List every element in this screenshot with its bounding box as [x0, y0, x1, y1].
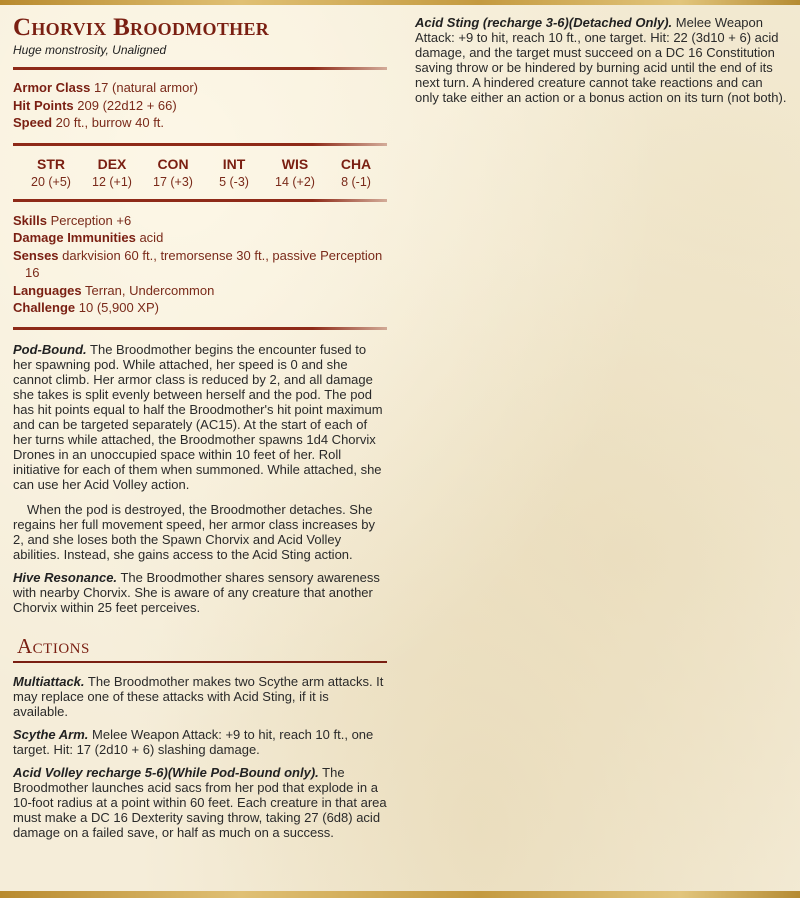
speed-value: 20 ft., burrow 40 ft.: [55, 115, 165, 130]
challenge-value: 10 (5,900 XP): [78, 300, 159, 315]
senses-line: [13, 247, 387, 282]
challenge-label: Challenge: [13, 300, 76, 315]
action-acid-volley: [13, 765, 387, 840]
divider: [13, 199, 387, 202]
divider: [13, 327, 387, 330]
ability-con: [147, 155, 199, 191]
skills-value: Perception +6: [50, 212, 132, 228]
languages-label: Languages: [13, 282, 82, 298]
page-border-bottom: [0, 891, 800, 898]
action-text: Melee Weapon Attack: +9 to hit, reach 10 ft., one target. Hit: 22 (3d10 + 6) acid damage, and the target must succeed on a DC 16 Constitution saving throw or be hindered by burning acid until the end of its next turn. A hindered creature cannot take reactions and can only take either an action or a bonus action on its turn (not both).: [415, 15, 787, 105]
action-name: Acid Volley recharge 5-6)(While Pod-Bound only).: [13, 764, 319, 780]
skills-line: [13, 212, 387, 230]
action-text: Melee Weapon Attack: +9 to hit, reach 10 ft., one target. Hit: 17 (2d10 + 6) slashing damage.: [13, 726, 374, 757]
divider: [13, 143, 387, 146]
ability-dex: [86, 155, 138, 191]
skills-label: Skills: [13, 212, 47, 228]
ability-int: [208, 155, 260, 191]
ability-name: CHA: [340, 155, 372, 172]
divider: [13, 67, 387, 70]
ability-name: WIS: [281, 155, 309, 172]
ability-name: STR: [37, 155, 65, 172]
armor-class-value: 17 (natural armor): [93, 80, 198, 95]
speed-label: Speed: [13, 115, 53, 130]
hit-points-value: 209 (22d12 + 66): [77, 97, 177, 113]
monster-name: Chorvix Broodmother: [13, 14, 270, 41]
trait-text: The Broodmother shares sensory awareness with nearby Chorvix. She is aware of any creature that another Chorvix within 25 feet perceives.: [13, 569, 380, 615]
ability-value: 8 (-1): [341, 174, 371, 189]
ability-name: CON: [157, 155, 189, 172]
ability-value: 20 (+5): [31, 174, 71, 189]
damage-immunities-line: [13, 229, 387, 247]
action-scythe-arm: [13, 727, 387, 757]
trait-name: Pod-Bound.: [13, 341, 87, 357]
armor-class-label: Armor Class: [13, 80, 91, 95]
hit-points-label: Hit Points: [13, 97, 74, 113]
damage-immunities-label: Damage Immunities: [13, 230, 136, 245]
stat-block-right-column: [415, 15, 787, 113]
speed-line: [13, 114, 387, 132]
action-acid-sting: [415, 15, 787, 105]
trait-name: Hive Resonance.: [13, 569, 118, 585]
action-text: The Broodmother makes two Scythe arm attacks. It may replace one of these attacks with Acid Sting, if it is available.: [13, 673, 384, 719]
stat-block-left-column: [13, 14, 387, 848]
ability-value: 5 (-3): [219, 174, 249, 189]
action-name: Multiattack.: [13, 673, 85, 689]
trait-hive-resonance: [13, 570, 387, 615]
senses-value: darkvision 60 ft., tremorsense 30 ft., passive Perception 16: [25, 247, 383, 280]
languages-line: [13, 282, 387, 300]
trait-text: The Broodmother begins the encounter fused to her spawning pod. While attached, her speed is 0 and she cannot climb. Her armor class is reduced by 2, and all damage she takes is split evenly between herself and the pod. The pod has hit points equal to half the Broodmother's hit point maximum and can be targeted separately (AC15). At the start of each of her turns while attached, the Broodmother spawns 1d4 Chorvix Drones in an unoccupied space within 10 feet of her. Roll initiative for each of them when summoned. While attached, she can use her Acid Volley action.: [13, 341, 383, 492]
page-border-top: [0, 0, 800, 5]
ability-value: 17 (+3): [153, 174, 193, 189]
hit-points-line: [13, 97, 387, 115]
actions-rule: [13, 661, 387, 663]
senses-label: Senses: [13, 247, 59, 263]
challenge-line: [13, 299, 387, 317]
action-name: Scythe Arm.: [13, 726, 89, 742]
actions-heading: Actions: [17, 633, 90, 658]
ability-name: DEX: [97, 155, 127, 172]
ability-scores: [13, 155, 387, 191]
ability-str: [25, 155, 77, 191]
ability-name: INT: [222, 155, 246, 172]
ability-cha: [330, 155, 382, 191]
ability-value: 14 (+2): [275, 174, 315, 189]
trait-pod-bound: [13, 342, 387, 492]
ability-value: 12 (+1): [92, 174, 132, 189]
action-name: Acid Sting (recharge 3-6)(Detached Only).: [415, 15, 673, 30]
damage-immunities-value: acid: [139, 230, 164, 245]
trait-pod-destroyed: When the pod is destroyed, the Broodmother detaches. She regains her full movement speed, her armor class increases by 2, and she loses both the Spawn Chorvix and Acid Volley abilities. Instead, she gains access to the Acid Sting action.: [13, 501, 375, 562]
armor-class-line: [13, 79, 387, 97]
action-text: The Broodmother launches acid sacs from her pod that explode in a 10-foot radius at a point within 60 feet. Each creature in that area must make a DC 16 Dexterity saving throw, taking 27 (6d8) acid damage on a failed save, or half as much on a success.: [13, 764, 387, 840]
languages-value: Terran, Undercommon: [85, 282, 215, 298]
monster-type: Huge monstrosity, Unaligned: [13, 43, 167, 57]
ability-wis: [269, 155, 321, 191]
action-multiattack: [13, 674, 387, 719]
